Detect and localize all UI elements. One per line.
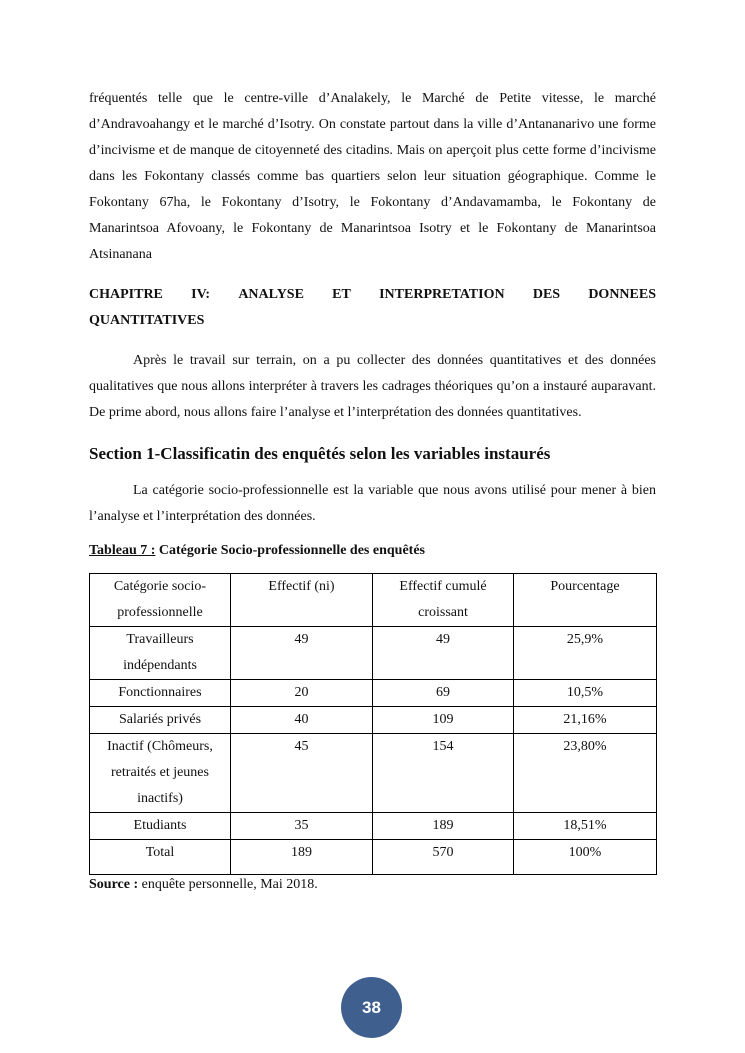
- table-cell: Travailleurs indépendants: [90, 627, 231, 680]
- table-row: [90, 707, 657, 734]
- table-cell: 23,80%: [514, 734, 657, 813]
- table-caption-title: Catégorie Socio-professionnelle des enquêtés: [155, 543, 425, 558]
- table-cell: 100%: [514, 840, 657, 875]
- table-cell: 10,5%: [514, 680, 657, 707]
- table-cell: 189: [373, 813, 514, 840]
- chapter-heading: [89, 282, 656, 334]
- paragraph-chapter-intro: Après le travail sur terrain, on a pu collecter des données quantitatives et des données qualitatives que nous allons interpréter à travers les cadrages théoriques qu’on a instauré auparavant. De prime abord, nous allons faire l’analyse et l’interprétation des données quantitatives.: [89, 353, 656, 420]
- table-cell: Total: [90, 840, 231, 875]
- table-cell: 49: [373, 627, 514, 680]
- table-cell: 570: [373, 840, 514, 875]
- source-label: Source :: [89, 877, 139, 892]
- table-cell: 35: [231, 813, 373, 840]
- paragraph-variable: La catégorie socio-professionnelle est la variable que nous avons utilisé pour mener à bien l’analyse et l’interprétation des données.: [89, 483, 656, 524]
- chapter-line2: QUANTITATIVES: [89, 313, 205, 328]
- chapter-word: CHAPITRE: [89, 287, 163, 302]
- socio-professional-table: [89, 573, 657, 875]
- table-cell: 40: [231, 707, 373, 734]
- table-row: [90, 680, 657, 707]
- chapter-word: DONNEES: [588, 287, 656, 302]
- table-cell: 18,51%: [514, 813, 657, 840]
- table-source: [89, 875, 656, 895]
- table-row: [90, 734, 657, 813]
- chapter-word: IV:: [191, 287, 211, 302]
- paragraph-intro: fréquentés telle que le centre-ville d’Analakely, le Marché de Petite vitesse, le marché d’Andravoahangy et le marché d’Isotry. On constate partout dans la ville d’Antananarivo une forme d’incivisme et de manque de citoyenneté des citadins. Mais on aperçoit plus cette forme d’incivisme dans les Fokontany classés comme bas quartiers selon leur situation géographique. Comme le Fokontany 67ha, le Fokontany d’Isotry, le Fokontany d’Andavamamba, le Fokontany de Manarintsoa Afovoany, le Fokontany de Manarintsoa Isotry et le Fokontany de Manarintsoa Atsinanana: [89, 91, 656, 262]
- table-header-cell: Catégorie socio-professionnelle: [90, 574, 231, 627]
- table-cell: 189: [231, 840, 373, 875]
- table-cell: Salariés privés: [90, 707, 231, 734]
- table-row: [90, 627, 657, 680]
- table-cell: 20: [231, 680, 373, 707]
- page-number-badge: 38: [341, 977, 402, 1038]
- table-total-row: [90, 840, 657, 875]
- table-caption-label: Tableau 7 :: [89, 543, 156, 558]
- table-header-cell: Pourcentage: [514, 574, 657, 627]
- table-cell: 49: [231, 627, 373, 680]
- chapter-word: ANALYSE: [238, 287, 304, 302]
- table-cell: 25,9%: [514, 627, 657, 680]
- table-header-row: [90, 574, 657, 627]
- table-cell: 154: [373, 734, 514, 813]
- table-row: [90, 813, 657, 840]
- table-cell: Inactif (Chômeurs, retraités et jeunes inactifs): [90, 734, 231, 813]
- table-cell: 69: [373, 680, 514, 707]
- chapter-word: INTERPRETATION: [379, 287, 505, 302]
- table-cell: 45: [231, 734, 373, 813]
- table-cell: 109: [373, 707, 514, 734]
- table-caption: [89, 541, 656, 561]
- section-title: Section 1-Classificatin des enquêtés selon les variables instaurés: [89, 444, 551, 463]
- source-text: enquête personnelle, Mai 2018.: [138, 877, 318, 892]
- chapter-word: DES: [532, 287, 561, 302]
- page-content: [89, 86, 656, 895]
- chapter-word: ET: [332, 287, 351, 302]
- table-cell: Etudiants: [90, 813, 231, 840]
- table-cell: Fonctionnaires: [90, 680, 231, 707]
- table-header-cell: Effectif (ni): [231, 574, 373, 627]
- table-header-cell: Effectif cumulé croissant: [373, 574, 514, 627]
- table-cell: 21,16%: [514, 707, 657, 734]
